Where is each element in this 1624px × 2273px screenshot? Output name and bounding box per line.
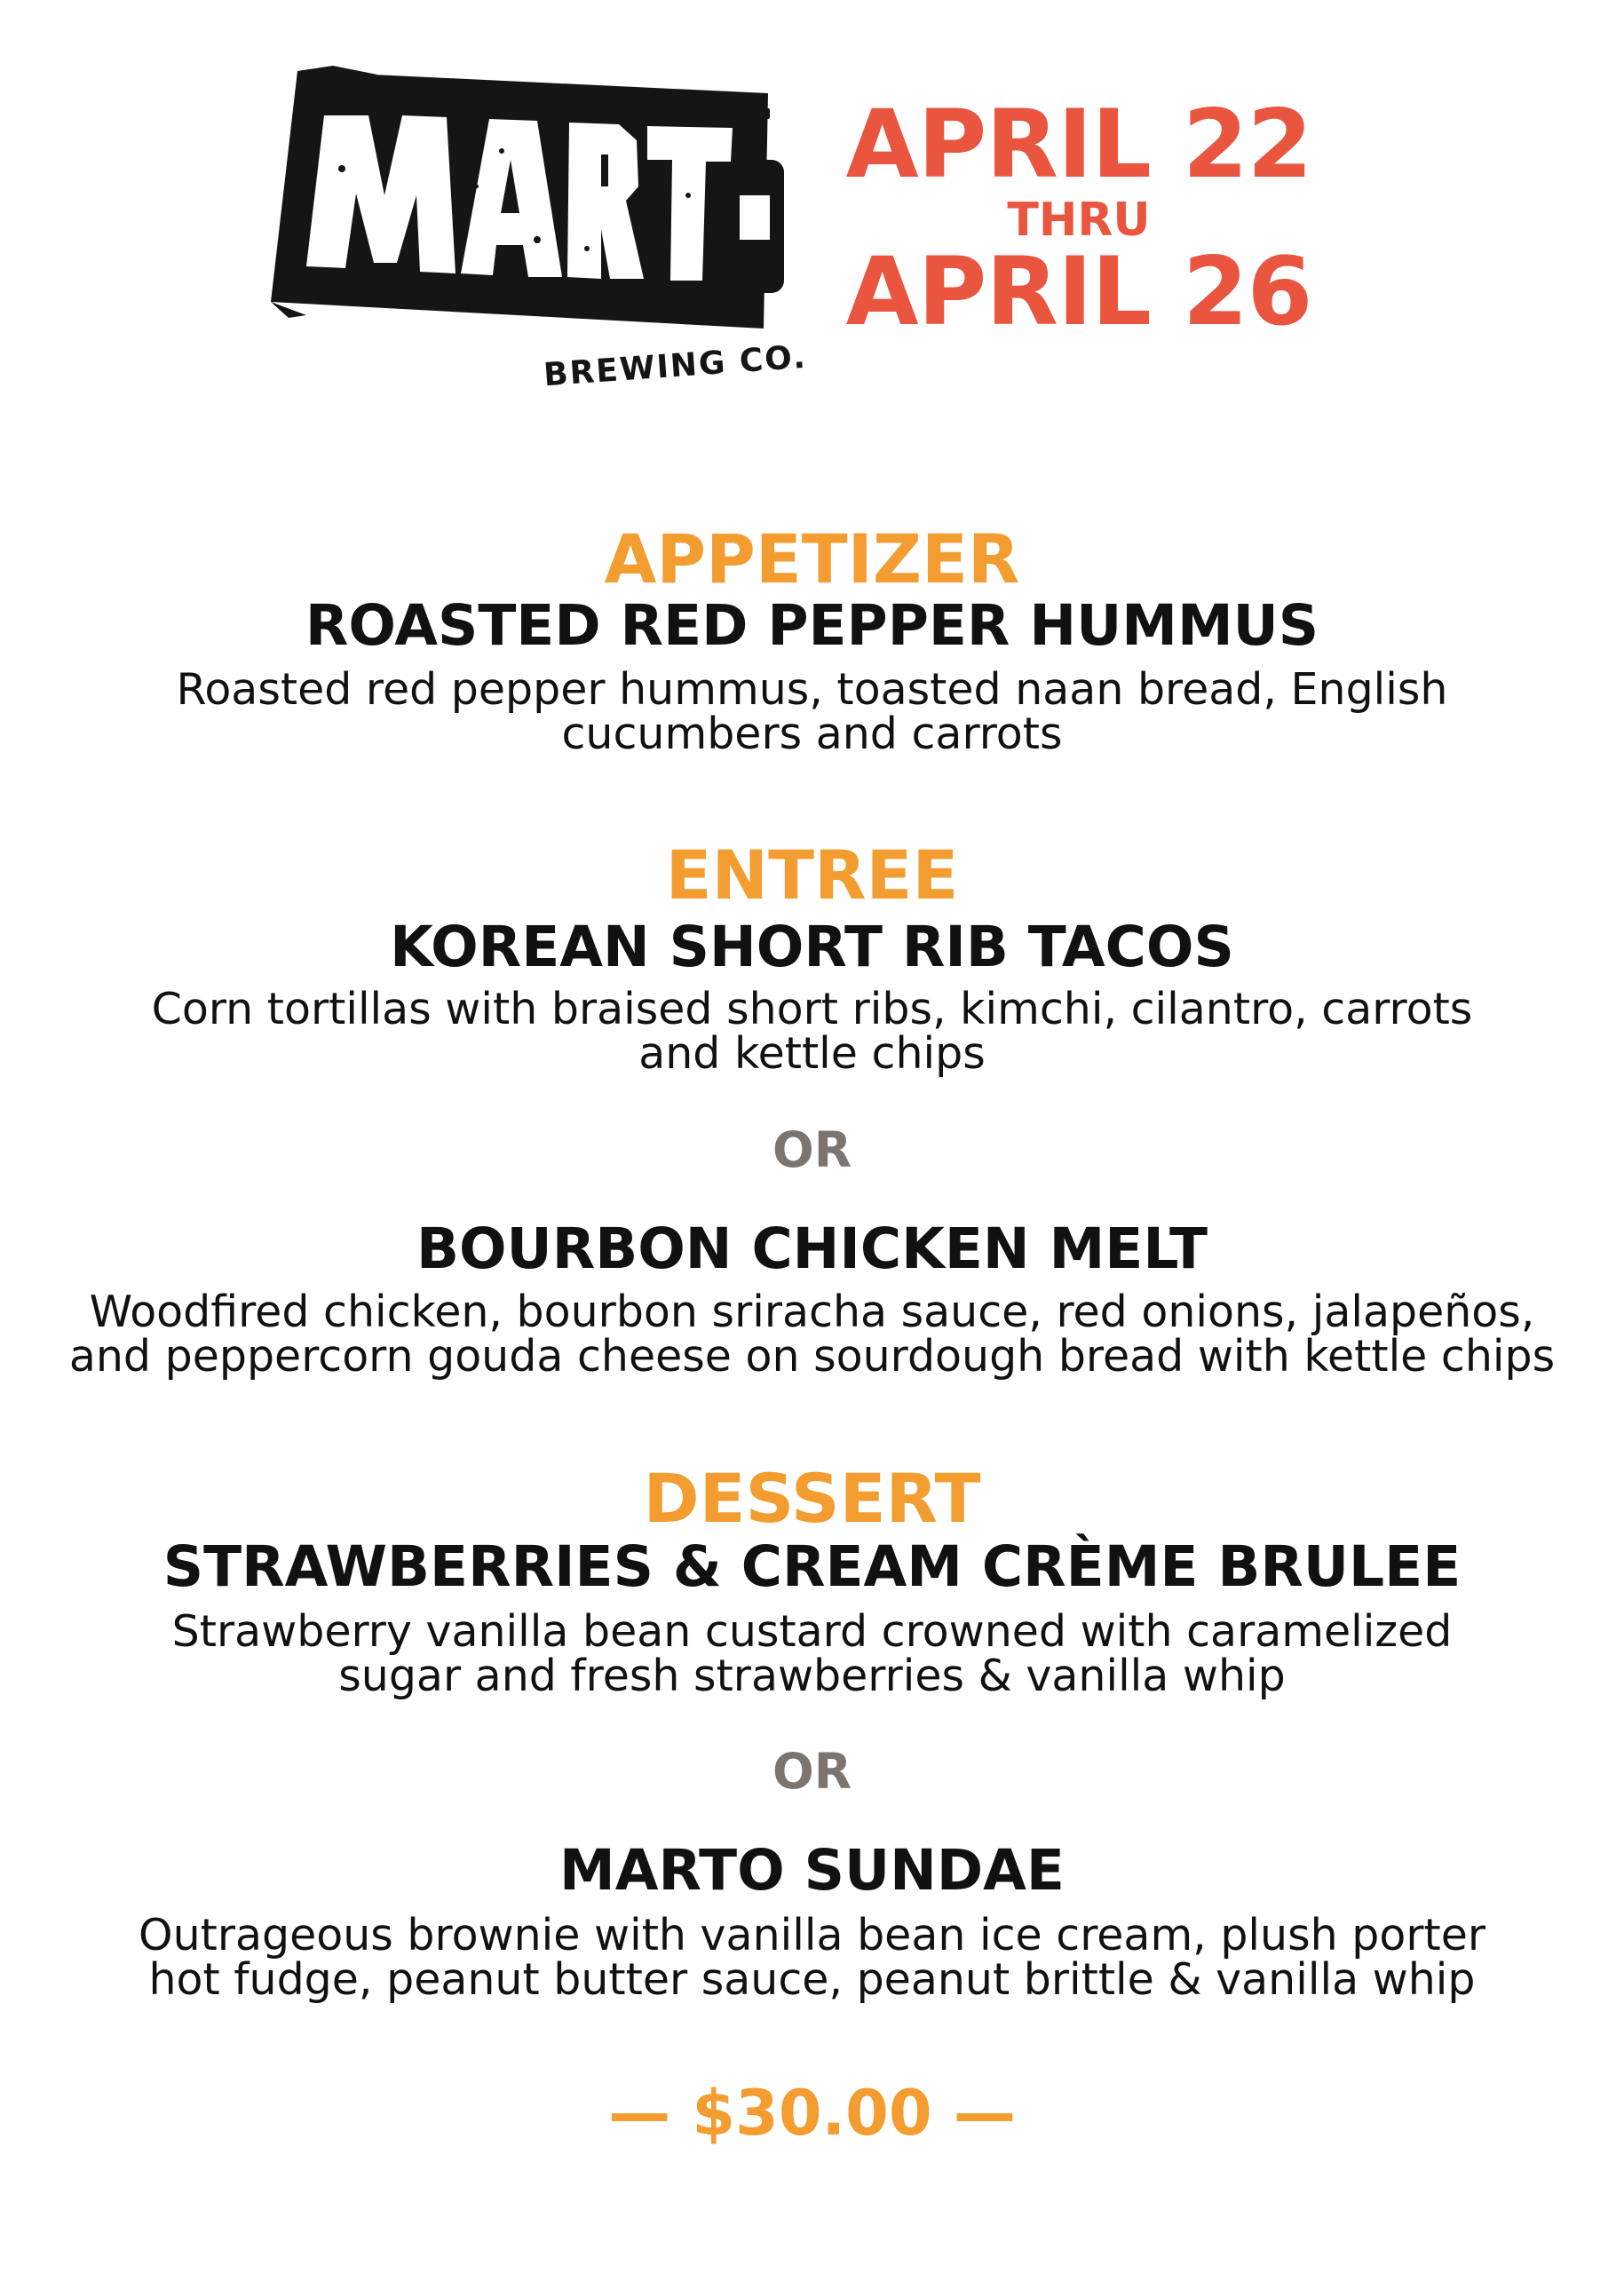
price: — $30.00 — [608,2077,1016,2150]
event-dates [844,90,1314,346]
appetizer-item-description: Roasted red pepper hummus, toasted naan bread, English cucumbers and carrots [176,664,1448,759]
dessert-item1-name: STRAWBERRIES & CREAM CRÈME BRULEE [162,1534,1462,1599]
appetizer-heading: APPETIZER [604,519,1020,598]
end-date: APRIL 26 [845,237,1312,346]
entree-item1-description: Corn tortillas with braised short ribs, kimchi, cilantro, carrots and kettle chips [151,984,1473,1079]
dessert-heading: DESSERT [643,1459,981,1538]
dessert-item2-description: Outrageous brownie with vanilla bean ice cream, plush porter hot fudge, peanut butter sauce, peanut brittle & vanilla whip [139,1910,1485,2005]
entree-heading: ENTREE [665,836,959,915]
entree-item2-description: Woodfired chicken, bourbon sriracha sauce, red onions, jalapeños, and peppercorn gouda cheese on sourdough bread with kettle chips [68,1287,1556,1382]
entree-item2-name: BOURBON CHICKEN MELT [416,1216,1208,1281]
entree-or-divider: OR [772,1121,852,1178]
entree-item1-name: KOREAN SHORT RIB TACOS [390,915,1234,979]
start-date: APRIL 22 [845,90,1312,199]
dessert-or-divider: OR [772,1743,852,1800]
dessert-item1-description: Strawberry vanilla bean custard crowned with caramelized sugar and fresh strawberries & vanilla whip [171,1606,1453,1701]
dessert-item2-name: MARTO SUNDAE [559,1838,1065,1903]
appetizer-item-name: ROASTED RED PEPPER HUMMUS [305,593,1319,658]
logo-subtitle: BREWING CO. [542,338,809,394]
date-connector: THRU [1007,194,1151,247]
